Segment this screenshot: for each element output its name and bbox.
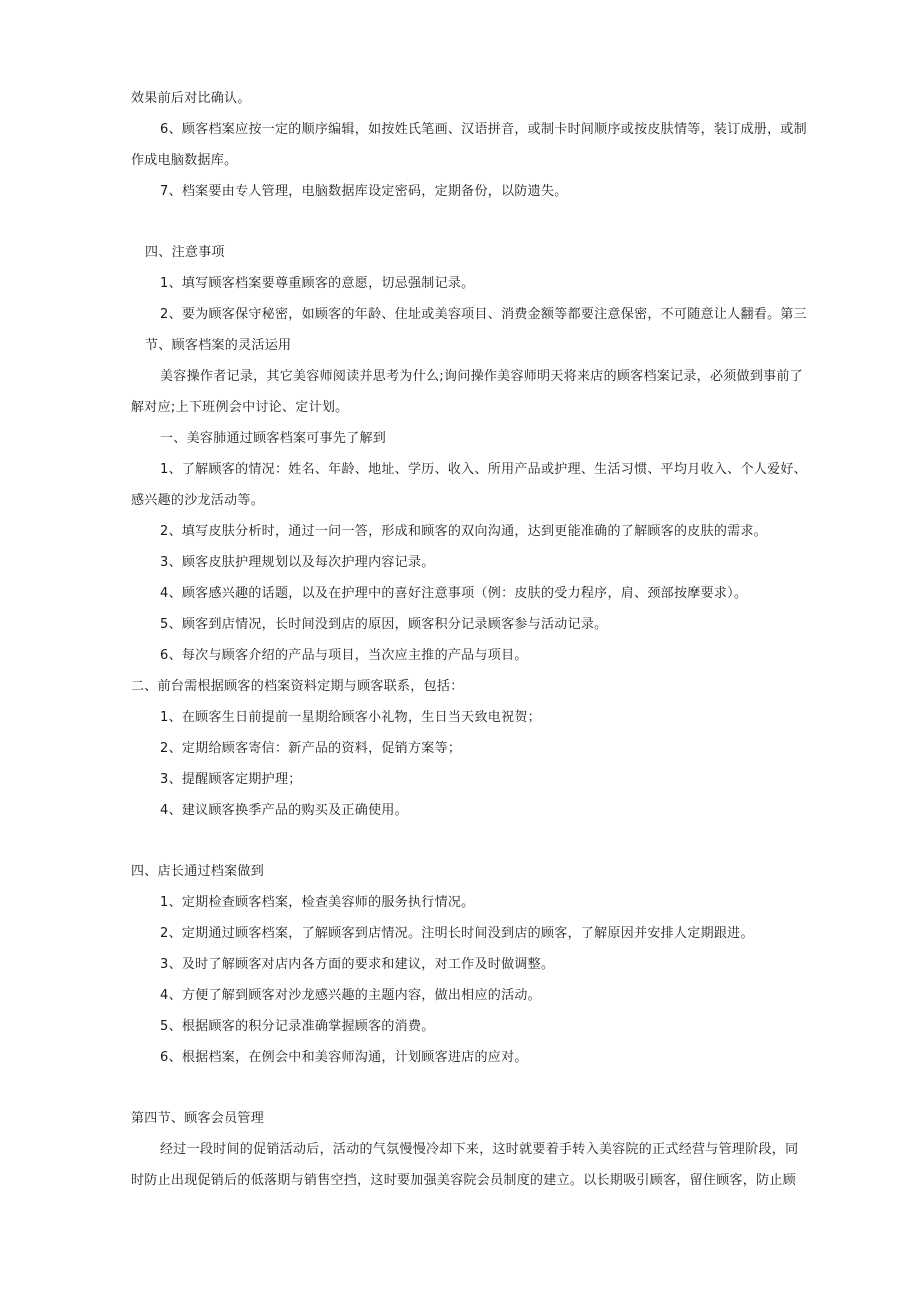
text-line: 效果前后对比确认。 [131,91,251,106]
text-line: 解对应;上下班例会中讨论、定计划。 [131,400,349,415]
section-heading: 第四节、顾客会员管理 [131,1111,265,1126]
text-line: 2、定期通过顾客档案，了解顾客到店情况。注明长时间没到店的顾客，了解原因并安排人定期跟进。 [160,926,754,941]
text-line: 7、档案要由专人管理，电脑数据库设定密码，定期备份，以防遗失。 [160,184,568,199]
text-line: 节、顾客档案的灵活运用 [145,338,292,353]
text-line: 美容操作者记录，其它美容师阅读并思考为什么;询问操作美容师明天将来店的顾客档案记录，必须做到事前了 [160,369,804,384]
text-line: 4、建议顾客换季产品的购买及正确使用。 [160,803,408,818]
text-line: 经过一段时间的促销活动后，活动的气氛慢慢冷却下来，这时就要着手转入美容院的正式经营与管理阶段，同 [160,1142,799,1157]
text-line: 2、要为顾客保守秘密，如顾客的年龄、住址或美容项目、消费金额等都要注意保密，不可随意让人翻看。第三 [160,307,807,322]
text-line: 5、根据顾客的积分记录准确掌握顾客的消费。 [160,1019,435,1034]
text-line: 6、顾客档案应按一定的顺序编辑，如按姓氏笔画、汉语拼音，或制卡时间顺序或按皮肤情等，装订成册，或制 [160,122,807,137]
text-line: 6、根据档案，在例会中和美容师沟通，计划顾客进店的应对。 [160,1050,528,1065]
text-line: 4、方便了解到顾客对沙龙感兴趣的主题内容，做出相应的活动。 [160,988,541,1003]
text-line: 1、定期检查顾客档案，检查美容师的服务执行情况。 [160,895,475,910]
text-line: 5、顾客到店情况，长时间没到店的原因，顾客积分记录顾客参与活动记录。 [160,617,608,632]
text-line: 2、定期给顾客寄信：新产品的资料，促销方案等； [160,741,462,756]
text-line: 4、顾客感兴趣的话题，以及在护理中的喜好注意事项（例：皮肤的受力程序，肩、颈部按摩要求）。 [160,586,748,601]
text-line: 作成电脑数据库。 [131,153,238,168]
text-line: 1、填写顾客档案要尊重顾客的意愿，切忌强制记录。 [160,276,475,291]
text-line: 1、了解顾客的情况：姓名、年龄、地址、学历、收入、所用产品或护理、生活习惯、平均月收入、个人爱好、 [160,462,807,477]
text-line: 时防止出现促销后的低落期与销售空挡，这时要加强美容院会员制度的建立。以长期吸引顾客，留住顾客，防止顾 [131,1173,797,1188]
text-line: 6、每次与顾客介绍的产品与项目，当次应主推的产品与项目。 [160,648,528,663]
text-line: 2、填写皮肤分析时，通过一问一答，形成和顾客的双向沟通，达到更能准确的了解顾客的皮肤的需求。 [160,524,768,539]
section-heading: 四、店长通过档案做到 [131,864,265,879]
section-heading: 四、注意事项 [145,245,225,260]
text-line: 3、顾客皮肤护理规划以及每次护理内容记录。 [160,555,435,570]
section-heading: 一、美容肺通过顾客档案可事先了解到 [160,431,387,446]
text-line: 3、及时了解顾客对店内各方面的要求和建议，对工作及时做调整。 [160,957,555,972]
section-heading: 二、前台需根据顾客的档案资料定期与顾客联系，包括： [131,679,464,694]
text-line: 感兴趣的沙龙活动等。 [131,493,265,508]
text-line: 3、提醒顾客定期护理； [160,772,302,787]
text-line: 1、在顾客生日前提前一星期给顾客小礼物，生日当天致电祝贺； [160,710,541,725]
